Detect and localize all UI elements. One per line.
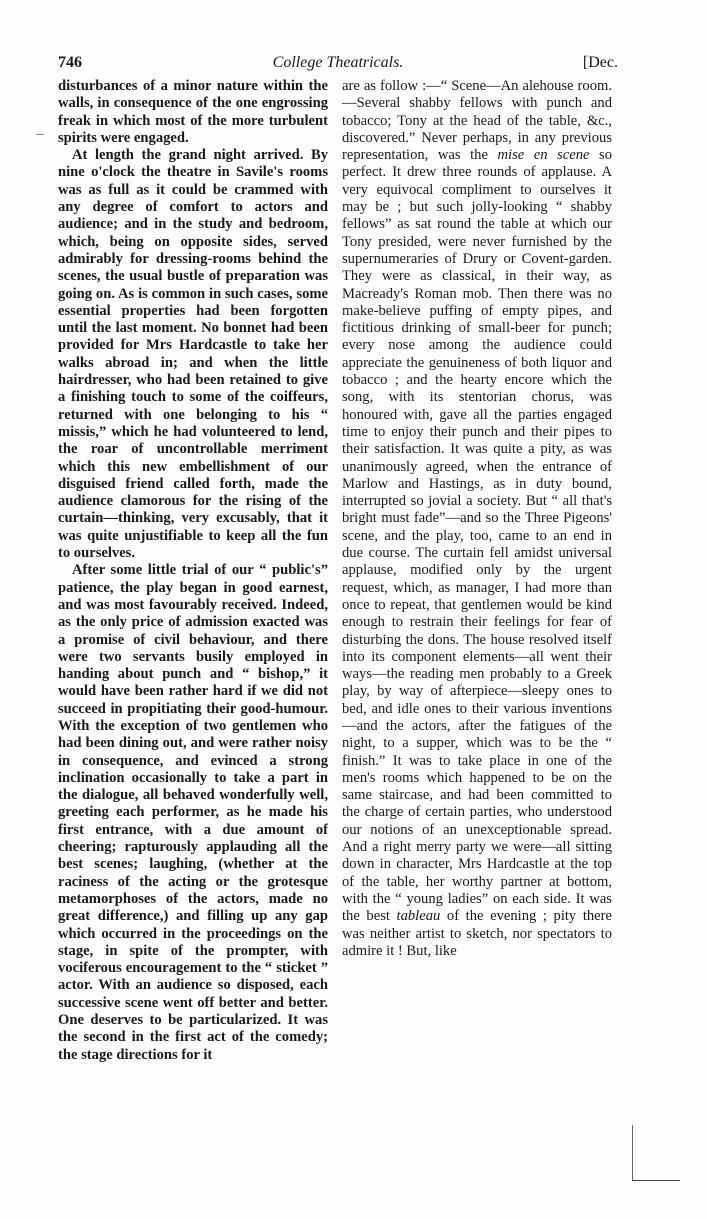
text-run: are as follow :—“ Scene—An alehouse room.—Several shabby fellows with punch and tobacco; Tony at the head of the table, &c., discovered.” Never perhaps, in any previous representation, was the — [342, 78, 612, 164]
italic-phrase: mise en scene — [497, 147, 590, 164]
running-month: [Dec. — [582, 54, 618, 71]
page-number: 746 — [58, 54, 82, 71]
running-title: College Theatricals. — [272, 54, 404, 71]
edge-mark-vertical — [632, 1125, 633, 1181]
italic-phrase: tableau — [396, 908, 441, 925]
left-column — [58, 78, 328, 1064]
paragraph: disturbances of a minor nature within the walls, in consequence of the one engrossing freak in which most of the more turbulent spirits were engaged. — [58, 78, 328, 146]
edge-mark — [632, 1180, 680, 1181]
right-column — [342, 78, 612, 960]
paragraph — [342, 78, 612, 960]
paragraph: After some little trial of our “ public's” patience, the play began in good earnest, and was most favourably received. Indeed, as the only price of admission exacted was a promise of civil behaviour, and there were two servants busily employed in handing about punch and “ bishop,” it would have been rather hard if we did not succeed in propitiating their good-humour. With the exception of two gentlemen who had been dining out, and were rather noisy in consequence, and evinced a strong inclination occasionally to take a part in the dialogue, all behaved wonderfully well, greeting each performer, as he made his first entrance, with a due amount of cheering; rapturously applauding all the best scenes; laughing, (whether at the raciness of the acting or the grotesque metamorphoses of the actors, made no great difference,) and filling up any gap which occurred in the proceedings on the stage, in spite of the prompter, with vociferous encouragement to the “ sticket ” actor. With an audience so disposed, each successive scene went off better and better. One deserves to be particularized. It was the second in the first act of the comedy; the stage directions for it — [58, 562, 328, 1063]
paragraph: At length the grand night arrived. By nine o'clock the theatre in Savile's rooms was as full as it could be crammed with any degree of comfort to actors and audience; and in the study and bedroom, which, being on opposite sides, served admirably for dressing-rooms behind the scenes, the usual bustle of preparation was going on. As is common in such cases, some essential properties had been forgotten until the last moment. No bonnet had been provided for Mrs Hardcastle to take her walks abroad in; and when the little hairdresser, who had been retained to give a finishing touch to some of the coiffeurs, returned with one belonging to his “ missis,” which he had volunteered to lend, the roar of uncontrollable merriment which this new embellishment of our disguised friend called forth, made the audience clamorous for the rising of the curtain—thinking, very excusably, that it was quite unjustifiable to keep all the fun to ourselves. — [58, 147, 328, 562]
text-run: of the evening ; pity there was neither artist to sketch, nor spectators to admire it ! But, like — [342, 908, 612, 959]
running-header — [58, 54, 618, 76]
text-run: so perfect. It drew three rounds of applause. A very equivocal compliment to ourselves it may be ; but such jolly-looking “ shabby fellows” as sat round the table at which our Tony presided, were never furnished by the supernumeraries of Drury or Covent-garden. They were as classical, in their way, as Macready's Roman mob. Then there was no make-believe puffing of empty pipes, and fictitious drinking of small-beer for punch; every nose among the audience could appreciate the genuineness of both liquor and tobacco ; and the hearty encore which the song, with its stentorian chorus, was honoured with, gave all the parties engaged time to enjoy their punch and their pipes to their satisfaction. It was quite a pity, as was unanimously agreed, when the entrance of Marlow and Hastings, as in duty bound, interrupted so jovial a society. But “ all that's bright must fade”—and so the Three Pigeons' scene, and the play, too, came to an end in due course. The curtain fell amidst universal applause, modified only by the urgent request, which, as manager, I had more than once to repeat, that gentlemen would be kind enough to restrain their feelings for fear of disturbing the dons. The house resolved itself into its component elements—all went their ways—the reading men probably to a Greek play, by way of afterpiece—sleepy ones to bed, and idle ones to their various inventions—and the actors, after the fatigues of the night, to a supper, which was to be the “ finish.” It was to take place in one of the men's rooms which happened to be on the same staircase, and had been committed to the charge of certain parties, who understood our notions of an unexceptionable spread. And a right merry party we were—all sitting down in character, Mrs Hardcastle at the top of the table, her worthy partner at bottom, with the “ young ladies” on each side. It was the best — [342, 147, 613, 925]
margin-mark — [36, 134, 44, 135]
